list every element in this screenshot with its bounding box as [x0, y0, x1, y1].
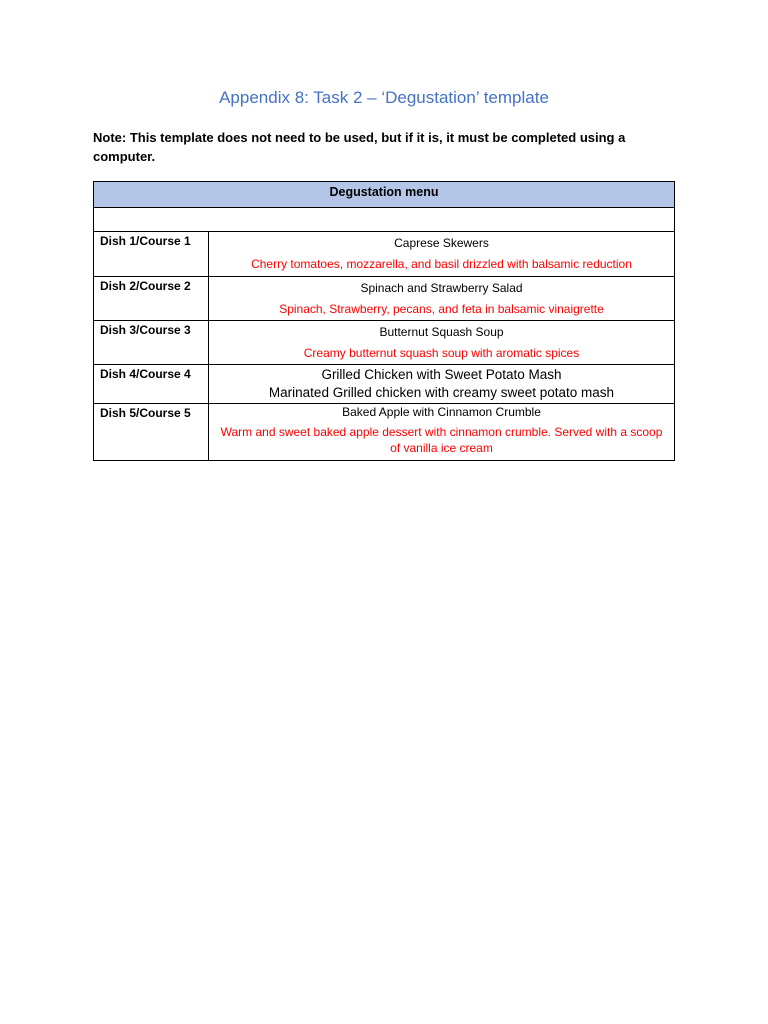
blank-cell — [94, 208, 675, 232]
dish-cell — [209, 404, 675, 461]
note-text: Note: This template does not need to be used, but if it is, it must be completed using a computer. — [93, 130, 626, 164]
dish-name: Grilled Chicken with Sweet Potato Mash — [321, 367, 562, 382]
dish-cell — [209, 321, 675, 365]
dish-cell — [209, 277, 675, 321]
dish-cell — [209, 365, 675, 404]
dish-description: Creamy butternut squash soup with aromatic spices — [303, 346, 580, 360]
table-blank-row — [94, 208, 675, 232]
dish-description: Warm and sweet baked apple dessert with cinnamon crumble. Served with a scoop of vanilla ice cream — [220, 425, 663, 455]
course-label: Dish 1/Course 1 — [94, 232, 209, 277]
table-header-row — [94, 182, 675, 208]
course-label: Dish 4/Course 4 — [94, 365, 209, 404]
dish-description: Cherry tomatoes, mozzarella, and basil drizzled with balsamic reduction — [251, 257, 632, 271]
page-title: Appendix 8: Task 2 – ‘Degustation’ template — [219, 88, 549, 107]
table-header: Degustation menu — [94, 182, 675, 208]
course-label: Dish 3/Course 3 — [94, 321, 209, 365]
table-row — [94, 365, 675, 404]
table-row — [94, 321, 675, 365]
degustation-table — [93, 181, 675, 461]
dish-name: Spinach and Strawberry Salad — [360, 281, 523, 295]
dish-name: Caprese Skewers — [394, 236, 489, 250]
dish-name: Baked Apple with Cinnamon Crumble — [342, 405, 541, 419]
dish-description: Marinated Grilled chicken with creamy sweet potato mash — [268, 385, 615, 400]
dish-cell — [209, 232, 675, 277]
table-row — [94, 404, 675, 461]
course-label: Dish 2/Course 2 — [94, 277, 209, 321]
dish-description: Spinach, Strawberry, pecans, and feta in balsamic vinaigrette — [279, 302, 604, 316]
table-row — [94, 232, 675, 277]
table-row — [94, 277, 675, 321]
course-label: Dish 5/Course 5 — [94, 404, 209, 461]
dish-name: Butternut Squash Soup — [379, 325, 504, 339]
